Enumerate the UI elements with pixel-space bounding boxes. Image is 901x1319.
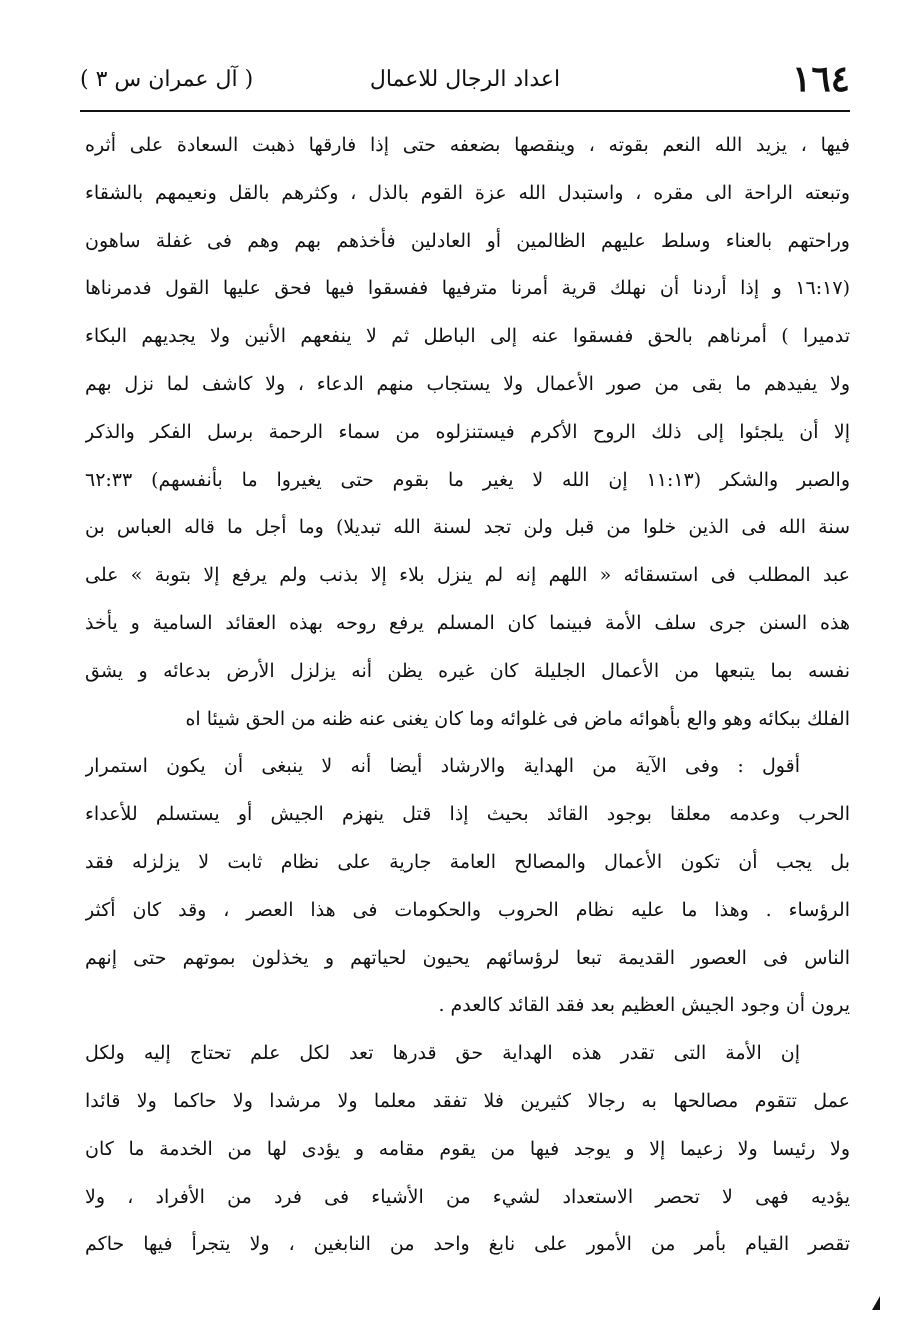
running-title: اعداد الرجال للاعمال [369, 67, 561, 92]
text-line: وتبعته الراحة الى مقره ، واستبدل الله عزة القوم بالذل ، وكثرهم بالقل ونعيمهم بالشقاء [85, 181, 850, 204]
text-line: إن الأمة التى تقدر هذه الهداية حق قدرها تعد لكل علم تحتاج إليه ولكل [85, 1042, 800, 1065]
text-line: وراحتهم بالعناء وسلط عليهم الظالمين أو العادلين فأخذهم بهم وهم فى غفلة ساهون [85, 229, 850, 252]
text-line: يرون أن وجود الجيش العظيم بعد فقد القائد كالعدم . [438, 994, 850, 1017]
text-line: عمل تتقوم مصالحها به رجالا كثيرين فلا تفقد معلما ولا مرشدا ولا حاكما ولا قائدا [85, 1089, 850, 1112]
text-line: نفسه بما يتبعها من الأعمال الجليلة كان غيره يظن أنه يزلزل الأرض بدعائه و يشق [85, 659, 850, 682]
text-line: والصبر والشكر (١١:١٣ إن الله لا يغير ما بقوم حتى يغيروا ما بأنفسهم) ٦٢:٣٣ [85, 468, 850, 491]
paragraph-1 [85, 122, 850, 743]
text-line: تدميرا ) أمرناهم بالحق ففسقوا عنه إلى الباطل ثم لا ينفعهم الأنين ولا يجديهم البكاء [85, 325, 850, 348]
text-line: هذه السنن جرى سلف الأمة فبينما كان المسلم يرفع روحه بهذه العقائد السامية و يأخذ [85, 611, 850, 634]
text-line: سنة الله فى الذين خلوا من قبل ولن تجد لسنة الله تبديلا) وما أجل ما قاله العباس بن [85, 516, 850, 539]
text-line: الناس فى العصور القديمة تبعا لرؤسائهم يحيون لحياتهم و يخذلون بموتهم حتى إنهم [85, 946, 850, 969]
text-line: أقول : وفى الآية من الهداية والارشاد أيضا أنه لا ينبغى أن يكون استمرار [85, 755, 800, 778]
paragraph-3 [85, 1030, 850, 1269]
text-line: بل يجب أن تكون الأعمال والمصالح العامة جارية على نظام ثابت لا يزلزله فقد [85, 850, 850, 873]
page-number: ١٦٤ [791, 58, 850, 100]
text-line: عبد المطلب فى استسقائه « اللهم إنه لم ينزل بلاء إلا بذنب ولم يرفع إلا بتوبة » على [85, 564, 850, 587]
text-line: إلا أن يلجئوا إلى ذلك الروح الأكرم فيستنزلوه من سماء الرحمة برسل الفكر والذكر [85, 420, 850, 443]
paragraph-2 [85, 743, 850, 1030]
text-line: يؤديه فهى لا تحصر الاستعداد لشيء من الأشياء فى فرد من الأفراد ، ولا [85, 1185, 850, 1208]
corner-mark-icon [872, 1296, 880, 1310]
header-divider [80, 110, 850, 112]
body-text [85, 122, 850, 1269]
surah-reference: ( آل عمران س ٣ ) [80, 67, 254, 92]
text-line: ولا رئيسا ولا زعيما إلا و يوجد فيها من يقوم مقامه و يؤدى لها من الخدمة ما كان [85, 1137, 850, 1160]
text-line: تقصر القيام بأمر من الأمور على نابغ واحد من النابغين ، ولا يتجرأ فيها حاكم [85, 1233, 850, 1256]
text-line: فيها ، يزيد الله النعم بقوته ، وينقصها بضعفه حتى إذا فارقها ذهبت السعادة على أثره [85, 134, 850, 156]
page-header [80, 55, 850, 111]
text-line: (١٦:١٧ و إذا أردنا أن نهلك قرية أمرنا مترفيها ففسقوا فيها فحق عليها القول فدمرناها [85, 277, 850, 300]
text-line: الفلك ببكائه وهو والع بأهوائه ماض فى غلوائه وما كان يغنى عنه ظنه من الحق شيئا اه [185, 707, 850, 730]
text-line: الرؤساء . وهذا ما عليه نظام الحروب والحكومات فى هذا العصر ، وقد كان أكثر [85, 898, 850, 921]
text-line: ولا يفيدهم ما بقى من صور الأعمال ولا يستجاب منهم الدعاء ، ولا كاشف لما نزل بهم [85, 372, 850, 395]
text-line: الحرب وعدمه معلقا بوجود القائد بحيث إذا قتل ينهزم الجيش أو يستسلم للأعداء [85, 803, 850, 826]
